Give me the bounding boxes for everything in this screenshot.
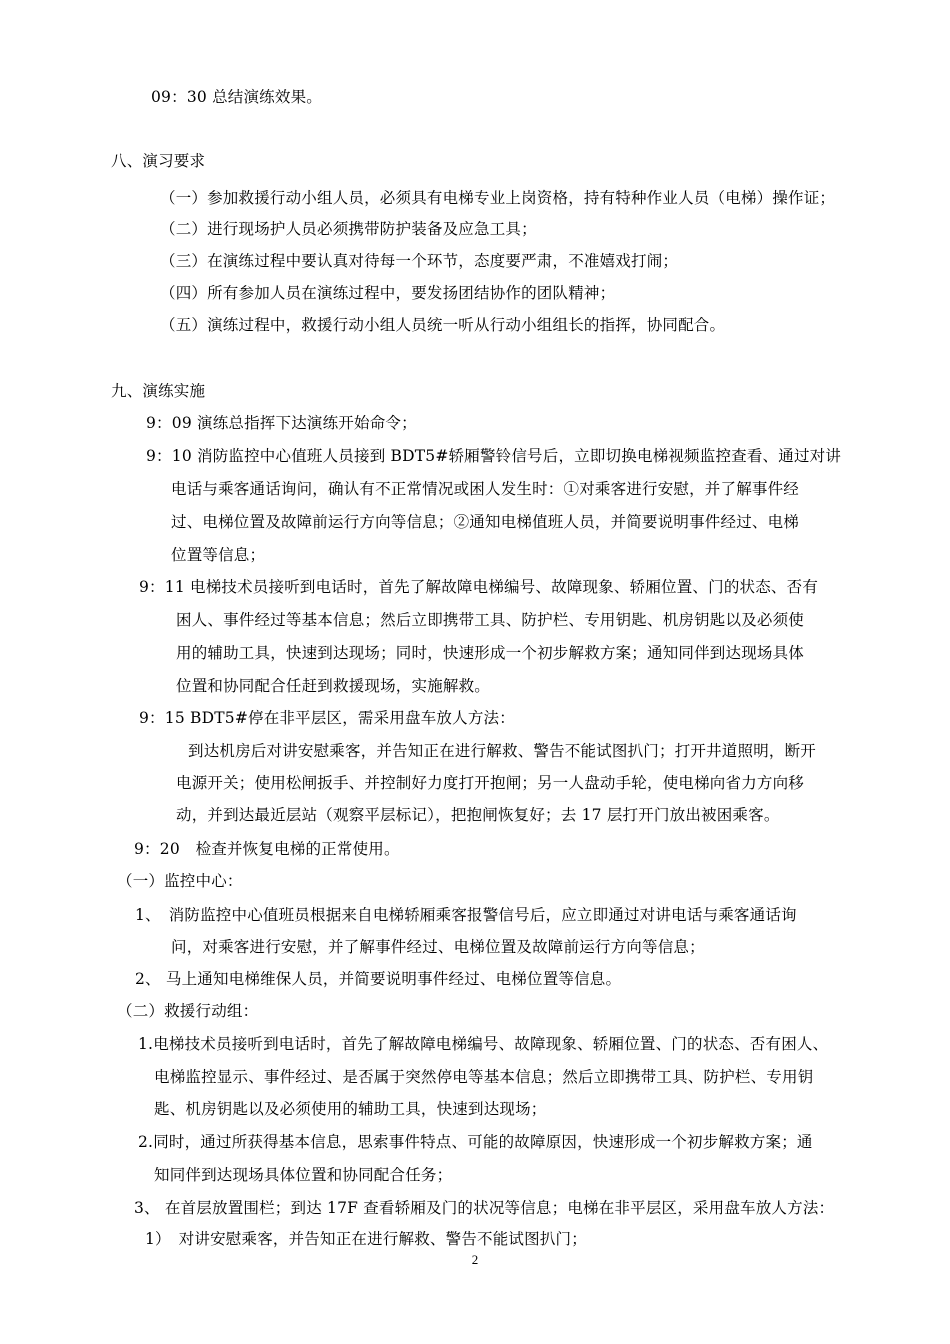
requirement-item-2: （二）进行现场护人员必须携带防护装备及应急工具；	[160, 220, 537, 238]
text-line: 知同伴到达现场具体位置和协同配合任务；	[154, 1166, 453, 1184]
requirement-item-4: （四）所有参加人员在演练过程中，要发扬团结协作的团队精神；	[160, 284, 616, 302]
text-line: 9：15 BDT5#停在非平层区，需采用盘车放人方法：	[139, 709, 515, 727]
text-line: 位置和协同配合任赶到救援现场，实施解救。	[176, 677, 491, 695]
requirement-item-1: （一）参加救援行动小组人员，必须具有电梯专业上岗资格，持有特种作业人员（电梯）操作证；	[160, 189, 836, 207]
text-line: 问，对乘客进行安慰，并了解事件经过、电梯位置及故障前运行方向等信息；	[171, 938, 705, 956]
text-line: 2、 马上通知电梯维保人员，并简要说明事件经过、电梯位置等信息。	[135, 970, 622, 988]
text-line: 9：11 电梯技术员接听到电话时，首先了解故障电梯编号、故障现象、轿厢位置、门的状态、否有	[139, 578, 819, 596]
text-line: 用的辅助工具，快速到达现场；同时，快速形成一个初步解救方案；通知同伴到达现场具体	[176, 644, 805, 662]
text-line: 匙、机房钥匙以及必须使用的辅助工具，快速到达现场；	[154, 1100, 547, 1118]
text-line: 9：09 演练总指挥下达演练开始命令；	[146, 414, 417, 432]
text-line: 电话与乘客通话询问，确认有不正常情况或困人发生时：①对乘客进行安慰，并了解事件经	[171, 480, 800, 498]
page-number: 2	[471, 1252, 479, 1267]
text-line: 9：20 检查并恢复电梯的正常使用。	[134, 840, 400, 858]
requirement-item-5: （五）演练过程中，救援行动小组人员统一听从行动小组组长的指挥，协同配合。	[160, 316, 726, 334]
subsection-heading-rescue: （二）救援行动组：	[117, 1002, 259, 1020]
section-heading-9: 九、演练实施	[111, 382, 206, 400]
text-line: 2.同时，通过所获得基本信息，思索事件特点、可能的故障原因，快速形成一个初步解救方案；通	[138, 1133, 813, 1151]
text-line: 困人、事件经过等基本信息；然后立即携带工具、防护栏、专用钥匙、机房钥匙以及必须使	[176, 611, 805, 629]
requirement-item-3: （三）在演练过程中要认真对待每一个环节，态度要严肃，不准嬉戏打闹；	[160, 252, 679, 270]
text-line: 动，并到达最近层站（观察平层标记），把抱闸恢复好；去 17 层打开门放出被困乘客。	[176, 806, 780, 824]
text-line: 电源开关；使用松闸扳手、并控制好力度打开抱闸；另一人盘动手轮，使电梯向省力方向移	[176, 774, 805, 792]
section-heading-8: 八、演习要求	[111, 152, 206, 170]
subsection-heading-monitoring: （一）监控中心：	[117, 872, 243, 890]
text-line: 9：10 消防监控中心值班人员接到 BDT5#轿厢警铃信号后，立即切换电梯视频监控查看、通过对讲	[146, 447, 842, 465]
text-line: 1.电梯技术员接听到电话时，首先了解故障电梯编号、故障现象、轿厢位置、门的状态、否有困人、	[138, 1035, 829, 1053]
text-line: 1） 对讲安慰乘客，并告知正在进行解救、警告不能试图扒门；	[145, 1230, 587, 1248]
text-line: 电梯监控显示、事件经过、是否属于突然停电等基本信息；然后立即携带工具、防护栏、专用钥	[154, 1068, 814, 1086]
text-line: 过、电梯位置及故障前运行方向等信息；②通知电梯值班人员，并简要说明事件经过、电梯	[171, 513, 800, 531]
text-line: 1、 消防监控中心值班员根据来自电梯轿厢乘客报警信号后，应立即通过对讲电话与乘客通话询	[135, 906, 797, 924]
text-line: 到达机房后对讲安慰乘客，并告知正在进行解救、警告不能试图扒门；打开井道照明，断开	[188, 742, 817, 760]
text-line-summary: 09：30 总结演练效果。	[151, 88, 322, 106]
text-line: 3、 在首层放置围栏；到达 17F 查看轿厢及门的状况等信息；电梯在非平层区，采用盘车放人方法：	[134, 1199, 835, 1217]
text-line: 位置等信息；	[171, 546, 266, 564]
